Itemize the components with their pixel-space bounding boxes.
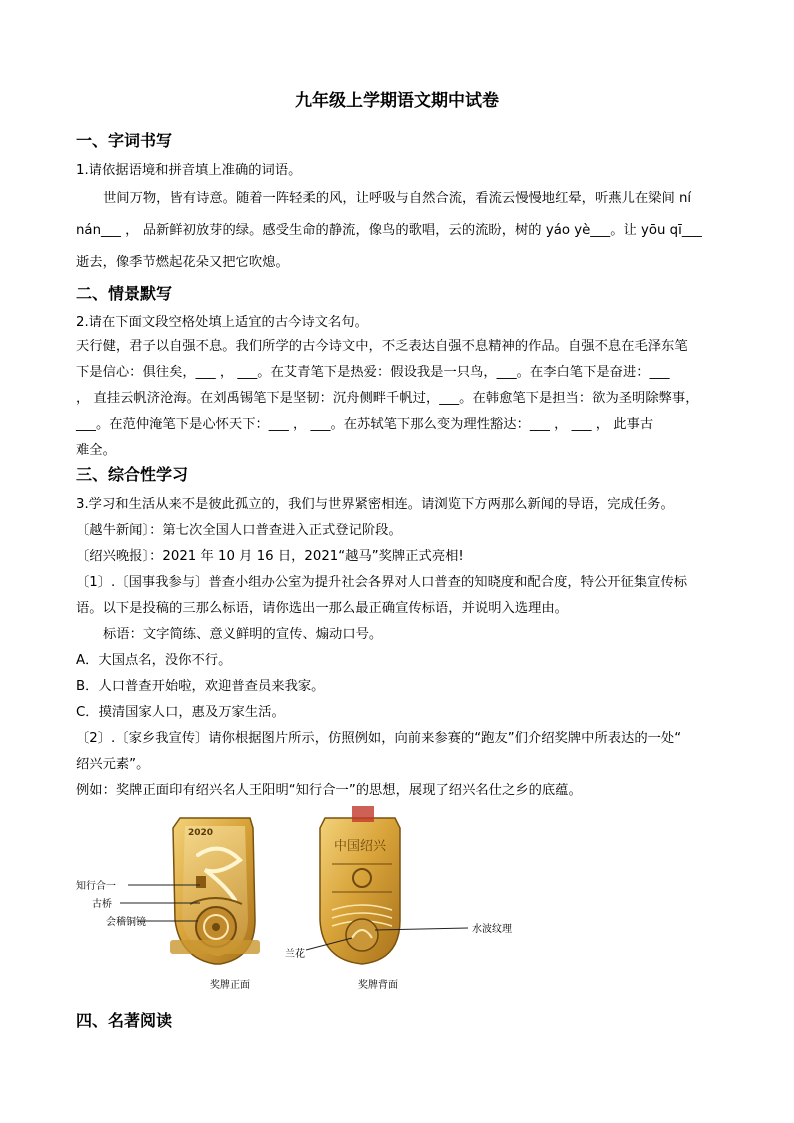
- slogan-definition: 标语：文字简练、意义鲜明的宣传、煽动口号。: [103, 627, 383, 642]
- subquestion-1-line-2: 语。以下是投稿的三那么标语，请你选出一那么最正确宣传标语，并说明入选理由。: [76, 601, 568, 616]
- label-ancient-bridge: 古桥: [92, 899, 112, 910]
- subquestion-2-line-2: 绍兴元素”。: [76, 757, 150, 772]
- question-1-line-1: 世间万物，皆有诗意。随着一阵轻柔的风，让呼吸与自然合流，看流云慢慢地红晕，听燕儿在梁间 ní: [103, 191, 692, 206]
- subquestion-1-line-1: 〔1〕.〔国事我参与〕普查小组办公室为提升社会各界对人口普查的知晓度和配合度，特公开征集宣传标: [76, 575, 688, 590]
- passage-line: 下是信心：俱往矣，___ ， ___。在艾青笔下是热爱：假设我是一只鸟，___。在李白笔下是奋进：___: [76, 365, 670, 380]
- medal-back: [320, 806, 400, 964]
- passage-line: 天行健，君子以自强不息。我们所学的古今诗文中，不乏表达自强不息精神的作品。自强不息在毛泽东笔: [76, 339, 688, 354]
- question-3-intro: 3.学习和生活从来不是彼此孤立的，我们与世界紧密相连。请浏览下方两那么新闻的导语，完成任务。: [76, 497, 674, 512]
- passage-line: 难全。: [76, 443, 116, 458]
- subquestion-2-line-1: 〔2〕.〔家乡我宣传〕请你根据图片所示，仿照例如，向前来参赛的“跑友”们介绍奖牌中所表达的一处“: [76, 731, 682, 746]
- question-1-prompt: 1.请依据语境和拼音填上准确的词语。: [76, 163, 302, 178]
- question-2-passage: [76, 334, 722, 464]
- label-zhixingheyi: 知行合一: [76, 881, 116, 892]
- medal-figure: [70, 800, 540, 1000]
- passage-line: ___。在范仲淹笔下是心怀天下：___ ， ___。在苏轼笔下那么变为理性豁达：___ ， ___ ， 此事古: [76, 417, 654, 432]
- label-orchid: 兰花: [285, 949, 305, 960]
- news-line-2: 〔绍兴晚报〕：2021 年 10 月 16 日，2021“越马”奖牌正式亮相!: [76, 549, 464, 564]
- section-heading-3: 三、综合性学习: [76, 465, 189, 484]
- question-2-prompt: 2.请在下面文段空格处填上适宜的古今诗文名句。: [76, 315, 368, 330]
- news-line-1: 〔越牛新闻〕：第七次全国人口普查进入正式登记阶段。: [76, 523, 402, 538]
- medal-front-year: 2020: [188, 828, 214, 838]
- medal-front: [170, 818, 260, 964]
- seal-mark: [196, 876, 206, 888]
- medal-back-text: 中国绍兴: [334, 839, 387, 854]
- caption-back: 奖牌背面: [358, 980, 398, 991]
- label-bronze-mirror: 会稽铜镜: [106, 917, 146, 928]
- section-heading-4: 四、名著阅读: [76, 1011, 173, 1030]
- passage-line: ， 直挂云帆济沧海。在刘禹锡笔下是坚韧：沉舟侧畔千帆过，___。在韩愈笔下是担当：欲为圣明除弊事，: [76, 391, 699, 406]
- label-water-ripple: 水波纹理: [472, 924, 512, 935]
- option-a: A．大国点名，没你不行。: [76, 653, 232, 668]
- section-heading-1: 一、字词书写: [76, 131, 173, 150]
- question-1-line-2: nán___ ， 品新鲜初放芽的绿。感受生命的静流，像鸟的歌唱，云的流盼，树的 yáo yè___。让 yōu qī___: [76, 223, 702, 238]
- caption-front: 奖牌正面: [210, 980, 250, 991]
- question-3-body: [76, 492, 722, 804]
- page-title: 九年级上学期语文期中试卷: [295, 91, 499, 111]
- option-b: B．人口普查开始啦，欢迎普查员来我家。: [76, 679, 325, 694]
- section-heading-2: 二、情景默写: [76, 284, 173, 303]
- example-line: 例如：奖牌正面印有绍兴名人王阳明“知行合一”的思想，展现了绍兴名仕之乡的底蕴。: [76, 783, 582, 798]
- option-c: C．摸清国家人口，惠及万家生活。: [76, 705, 285, 720]
- question-1-line-3: 逝去，像季节燃起花朵又把它吹熄。: [76, 255, 289, 270]
